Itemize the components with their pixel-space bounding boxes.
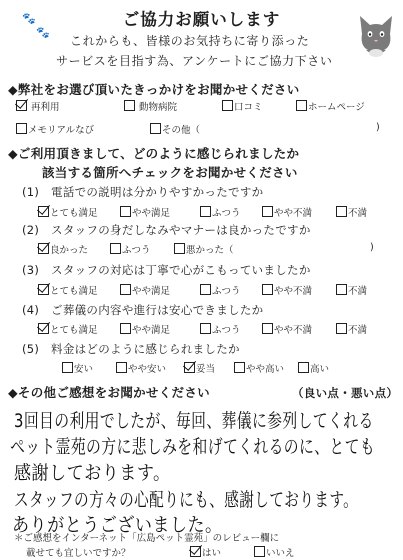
q1-heading: ◆弊社をお選び頂いたきっかけをお聞かせください <box>8 82 300 97</box>
checkbox-icon[interactable] <box>298 362 309 373</box>
q1-option-word-of-mouth[interactable]: 口コミ <box>222 99 263 113</box>
q1-1-option-satisfied[interactable]: やや満足 <box>120 205 170 219</box>
paw-print-icon: 🐾 <box>36 26 50 39</box>
q1-1-option-dissatisfied[interactable]: やや不満 <box>262 205 312 219</box>
checkbox-icon[interactable] <box>174 243 185 254</box>
question-3: (3) スタッフの対応は丁寧で心がこもっていましたか <box>22 263 311 277</box>
checkbox-checked-icon[interactable] <box>38 206 49 217</box>
q2-4-option-neutral[interactable]: ふつう <box>200 322 241 336</box>
checkbox-checked-icon[interactable] <box>184 362 195 373</box>
checkbox-icon[interactable] <box>336 323 347 334</box>
checkbox-icon[interactable] <box>200 284 211 295</box>
checkbox-checked-icon[interactable] <box>38 323 49 334</box>
q2-3-option-very-satisfied[interactable]: とても満足 <box>38 283 98 297</box>
footer-option-no[interactable]: いいえ <box>254 545 295 559</box>
q2-3-option-very-dissatisfied[interactable]: 不満 <box>336 283 367 297</box>
q1-option-other[interactable]: その他（ <box>150 122 200 136</box>
page-title: ご協力お願いします <box>122 10 281 29</box>
handwritten-comment-line-5: ありがとうございました。 <box>12 514 223 536</box>
checkbox-checked-icon[interactable] <box>190 546 201 557</box>
q1-1-option-neutral[interactable]: ふつう <box>200 205 241 219</box>
q2-4-option-very-satisfied[interactable]: とても満足 <box>38 322 98 336</box>
checkbox-icon[interactable] <box>200 206 211 217</box>
q2-5-option-somewhat-cheap[interactable]: やや安い <box>116 361 166 375</box>
checkbox-icon[interactable] <box>124 100 135 111</box>
question-4: (4) ご葬儀の内容や進行は安心できましたか <box>22 303 264 317</box>
q1-option-memorial-navi[interactable]: メモリアルなび <box>16 122 94 136</box>
footer-line-1: ＊ご感想をインターネット「広島ペット霊苑」のレビュー欄に <box>14 533 280 544</box>
checkbox-icon[interactable] <box>120 323 131 334</box>
handwritten-comment-line-1: 3回目の利用でしたが、毎回、葬儀に参列してくれる <box>14 410 374 432</box>
q2-5-option-reasonable[interactable]: 妥当 <box>184 361 215 375</box>
checkbox-icon[interactable] <box>150 123 161 134</box>
q2-heading-line-1: ◆ご利用頂きまして、どのように感じられましたか <box>8 146 300 161</box>
q3-subheading: （良い点・悪い点） <box>292 386 399 400</box>
q2-5-option-cheap[interactable]: 安い <box>62 361 93 375</box>
q2-5-option-expensive[interactable]: 高い <box>298 361 329 375</box>
checkbox-checked-icon[interactable] <box>38 243 49 254</box>
q2-3-option-dissatisfied[interactable]: やや不満 <box>262 283 312 297</box>
checkbox-checked-icon[interactable] <box>38 284 49 295</box>
checkbox-icon[interactable] <box>62 362 73 373</box>
checkbox-icon[interactable] <box>120 284 131 295</box>
q2-2-option-bad[interactable]: 悪かった（ <box>174 242 234 256</box>
checkbox-icon[interactable] <box>234 362 245 373</box>
q1-1-option-very-dissatisfied[interactable]: 不満 <box>336 205 367 219</box>
q2-4-option-dissatisfied[interactable]: やや不満 <box>262 322 312 336</box>
intro-line-2: サービスを目指す為、アンケートにご協力下さい <box>56 54 333 68</box>
checkbox-icon[interactable] <box>254 546 265 557</box>
paw-print-icon: 🐾 <box>22 12 36 25</box>
intro-line-1: これからも、皆様のお気持ちに寄り添った <box>70 34 310 48</box>
checkbox-icon[interactable] <box>336 206 347 217</box>
q1-option-homepage[interactable]: ホームページ <box>296 99 365 113</box>
q2-4-option-very-dissatisfied[interactable]: 不満 <box>336 322 367 336</box>
checkbox-icon[interactable] <box>120 206 131 217</box>
handwritten-comment-line-3: 感謝しております。 <box>14 462 171 484</box>
footer-option-yes[interactable]: はい <box>190 545 221 559</box>
checkbox-icon[interactable] <box>116 362 127 373</box>
q2-heading-line-2: 該当する箇所へチェックをお聞かせください <box>42 165 298 180</box>
handwritten-comment-line-2: ペット霊苑の方に悲しみを和げてくれるのに、とても <box>10 436 376 458</box>
checkbox-icon[interactable] <box>110 243 121 254</box>
q1-1-option-very-satisfied[interactable]: とても満足 <box>38 205 98 219</box>
q2-2-bad-close-paren: ) <box>370 242 374 253</box>
question-2: (2) スタッフの身だしなみやマナーは良かったですか <box>22 223 311 237</box>
handwritten-comment-line-4: スタッフの方々の心配りにも、感謝しております。 <box>14 489 359 511</box>
q3-heading: ◆その他ご感想をお聞かせください <box>8 385 210 400</box>
q1-option-animal-hospital[interactable]: 動物病院 <box>124 99 177 113</box>
q1-other-close-paren: ) <box>376 122 380 133</box>
q2-5-option-somewhat-expensive[interactable]: やや高い <box>234 361 284 375</box>
q2-2-option-good[interactable]: 良かった <box>38 242 88 256</box>
question-1: (1) 電話での説明は分かりやすかったですか <box>22 185 264 199</box>
checkbox-icon[interactable] <box>222 100 233 111</box>
q1-option-reuse[interactable]: 再利用 <box>16 99 60 113</box>
checkbox-icon[interactable] <box>336 284 347 295</box>
q2-4-option-satisfied[interactable]: やや満足 <box>120 322 170 336</box>
q2-2-option-neutral[interactable]: ふつう <box>110 242 151 256</box>
checkbox-checked-icon[interactable] <box>16 100 27 111</box>
q2-3-option-satisfied[interactable]: やや満足 <box>120 283 170 297</box>
checkbox-icon[interactable] <box>262 284 273 295</box>
checkbox-icon[interactable] <box>16 123 27 134</box>
checkbox-icon[interactable] <box>262 323 273 334</box>
question-5: (5) 料金はどのように感じられましたか <box>22 342 240 356</box>
footer-line-2: 載せても宜しいですか？ <box>26 548 131 559</box>
checkbox-icon[interactable] <box>262 206 273 217</box>
checkbox-icon[interactable] <box>200 323 211 334</box>
checkbox-icon[interactable] <box>296 100 307 111</box>
q2-3-option-neutral[interactable]: ふつう <box>200 283 241 297</box>
